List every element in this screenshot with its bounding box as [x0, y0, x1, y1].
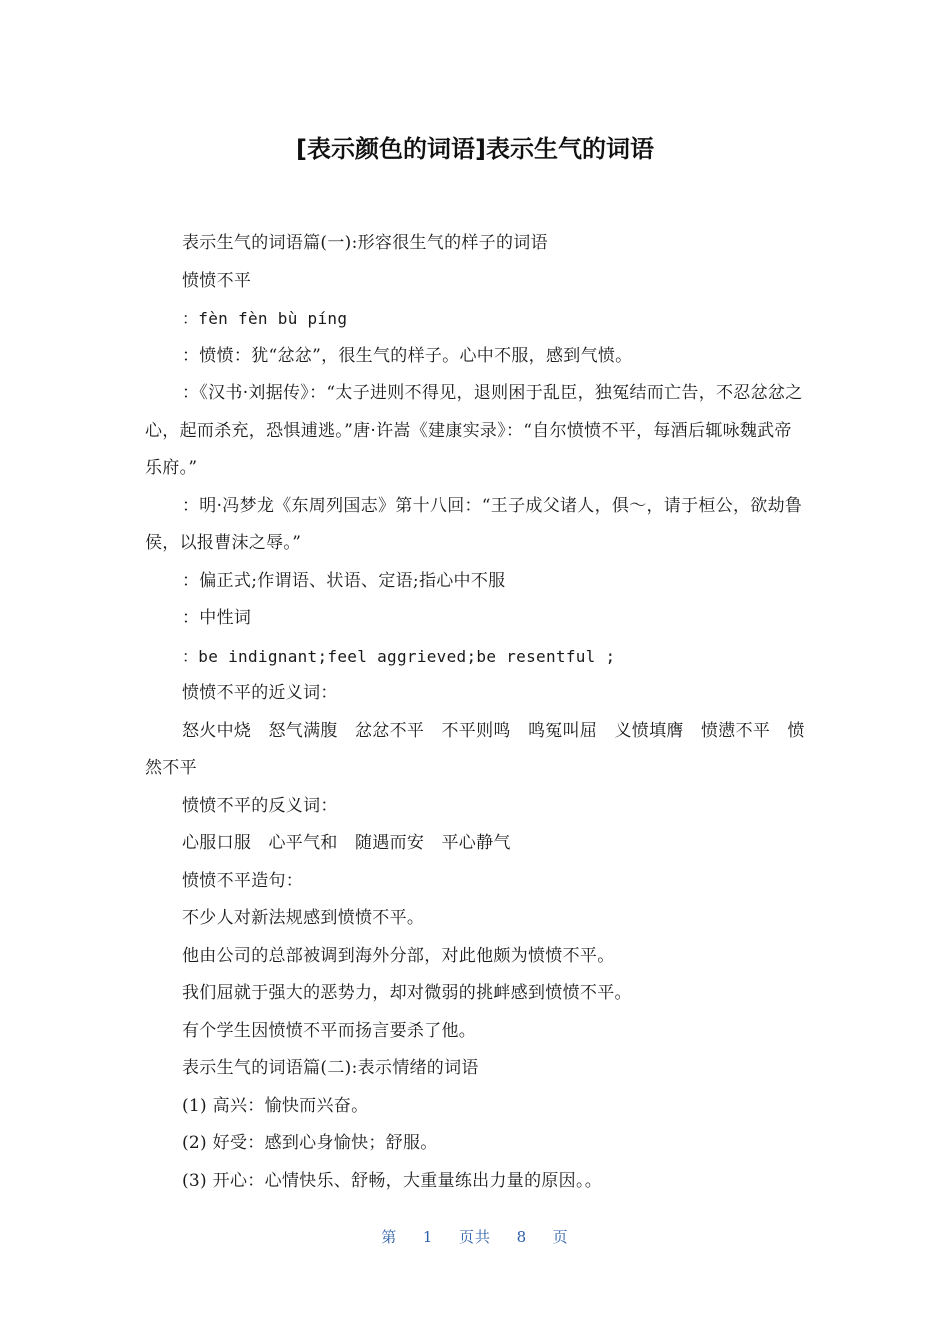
paragraph: 有个学生因愤愤不平而扬言要杀了他。 [182, 1020, 477, 1041]
paragraph: 愤愤不平 [182, 270, 252, 291]
paragraph: 不少人对新法规感到愤愤不平。 [182, 908, 425, 928]
paragraph-pinyin: ：fèn fèn bù píng [182, 309, 348, 328]
paragraph: ：愤愤：犹“忿忿”，很生气的样子。心中不服，感到气愤。 [182, 345, 633, 366]
paragraph: (1) 高兴：愉快而兴奋。 [182, 1095, 369, 1116]
document-body [145, 225, 805, 1200]
paragraph: (2) 好受：感到心身愉快；舒服。 [182, 1133, 438, 1153]
paragraph: 我们屈就于强大的恶势力，却对微弱的挑衅感到愤愤不平。 [182, 983, 632, 1003]
paragraph: 心服口服 心平气和 随遇而安 平心静气 [182, 833, 511, 853]
current-page-number: 1 [422, 1228, 434, 1246]
paragraph-english: ：be indignant;feel aggrieved;be resentful ; [182, 646, 616, 666]
paragraph: 怒火中烧 怒气满腹 忿忿不平 不平则鸣 鸣冤叫屈 义愤填膺 愤懑不平 愤然不平 [145, 720, 805, 778]
paragraph: 愤愤不平的近义词： [182, 683, 338, 703]
paragraph: 他由公司的总部被调到海外分部，对此他颇为愤愤不平。 [182, 945, 615, 966]
page-label-suffix: 页 [552, 1228, 569, 1246]
paragraph: ：偏正式;作谓语、状语、定语;指心中不服 [182, 570, 506, 591]
page-label-prefix: 第 [381, 1228, 398, 1246]
paragraph: 表示生气的词语篇(一):形容很生气的样子的词语 [182, 233, 548, 253]
paragraph: ：明·冯梦龙《东周列国志》第十八回：“王子成父诸人，俱～，请于桓公，欲劫鲁侯，以报曹沫之辱。” [145, 495, 803, 553]
paragraph: 表示生气的词语篇(二):表示情绪的词语 [182, 1058, 479, 1078]
total-pages-number: 8 [516, 1228, 528, 1246]
page-footer [0, 1226, 950, 1248]
paragraph: (3) 开心：心情快乐、舒畅，大重量练出力量的原因。。 [182, 1170, 603, 1191]
page-label-mid: 页共 [458, 1228, 491, 1246]
paragraph: ：《汉书·刘据传》：“太子进则不得见，退则困于乱臣，独冤结而亡告，不忍忿忿之心，起而杀充，恐惧逋逃。”唐·许嵩《建康实录》：“自尔愤愤不平，每酒后辄咏魏武帝乐府。” [145, 383, 803, 478]
document-title: [表示颜色的词语]表示生气的词语 [296, 135, 654, 163]
paragraph: ：中性词 [182, 608, 252, 628]
paragraph: 愤愤不平的反义词： [182, 795, 338, 816]
paragraph: 愤愤不平造句： [182, 870, 304, 891]
